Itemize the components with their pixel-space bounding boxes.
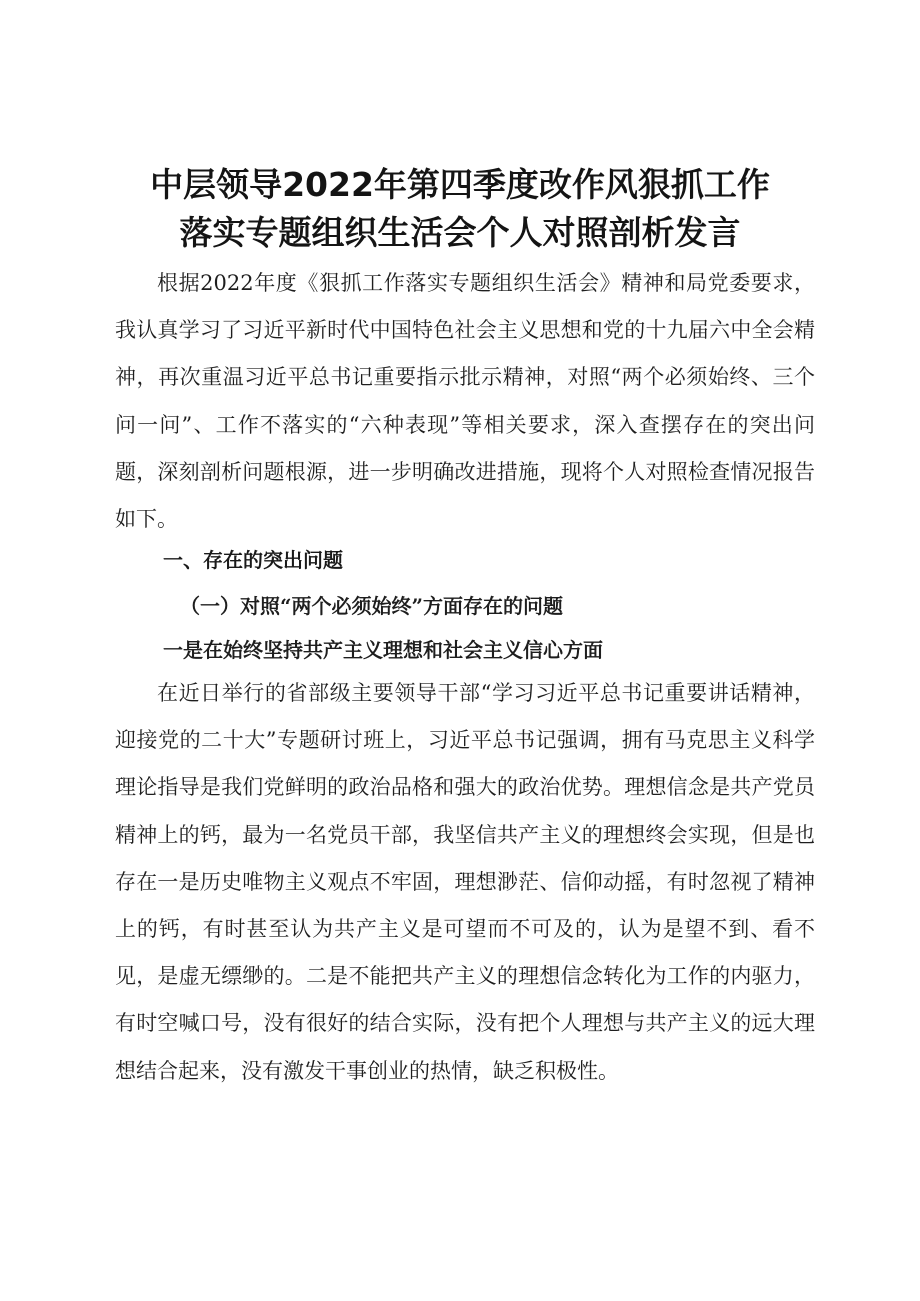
point-body-paragraph: 在近日举行的省部级主要领导干部“学习习近平总书记重要讲话精神，迎接党的二十大”专题研讨班上，习近平总书记强调，拥有马克思主义科学理论指导是我们党鲜明的政治品格和强大的政治优势。理想信念是共产党员精神上的钙，最为一名党员干部，我坚信共产主义的理想终会实现，但是也存在一是历史唯物主义观点不牢固，理想渺茫、信仰动摇，有时忽视了精神上的钙，有时甚至认为共产主义是可望而不可及的，认为是望不到、看不见，是虚无缥缈的。二是不能把共产主义的理想信念转化为工作的内驱力，有时空喊口号，没有很好的结合实际，没有把个人理想与共产主义的远大理想结合起来，没有激发干事创业的热情，缺乏积极性。 bbox=[115, 681, 815, 1083]
intro-paragraph: 根据2022年度《狠抓工作落实专题组织生活会》精神和局党委要求，我认真学习了习近平新时代中国特色社会主义思想和党的十九届六中全会精神，再次重温习近平总书记重要指示批示精神，对照“两个必须始终、三个问一问”、工作不落实的“六种表现”等相关要求，深入查摆存在的突出问题，深刻剖析问题根源，进一步明确改进措施，现将个人对照检查情况报告如下。 bbox=[115, 271, 815, 532]
section-heading: 一、存在的突出问题 bbox=[163, 548, 343, 572]
document-title-line-2: 落实专题组织生活会个人对照剖析发言 bbox=[179, 213, 741, 252]
document-title-line-1: 中层领导2022年第四季度改作风狠抓工作 bbox=[150, 165, 770, 204]
subsection-heading: （一）对照“两个必须始终”方面存在的问题 bbox=[180, 594, 564, 618]
point-heading: 一是在始终坚持共产主义理想和社会主义信心方面 bbox=[163, 638, 603, 662]
